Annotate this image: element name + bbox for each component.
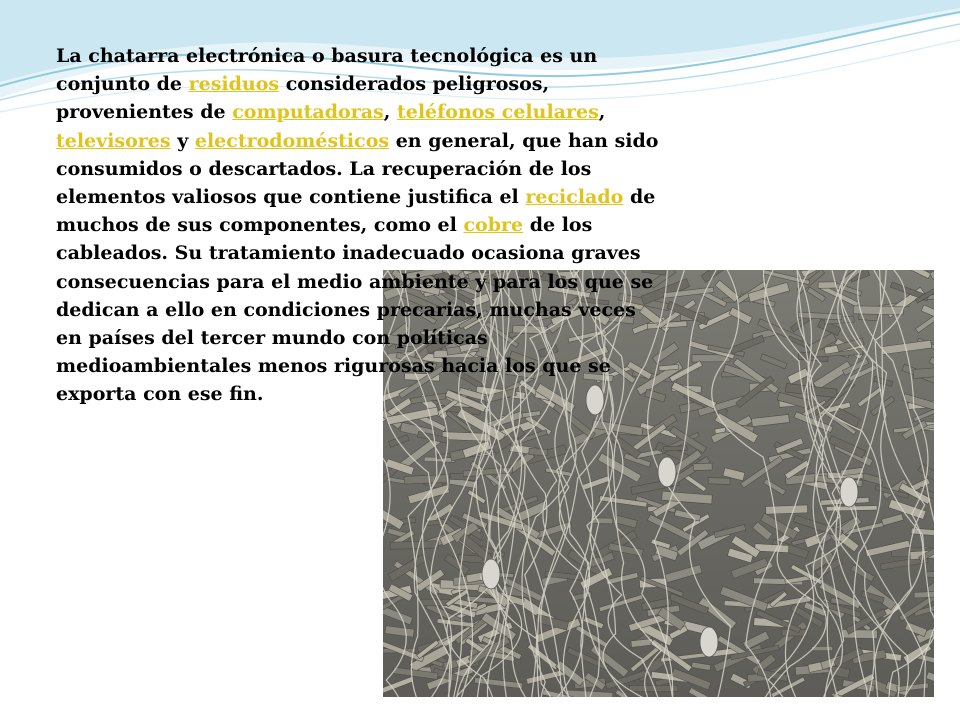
text-line <box>56 130 658 152</box>
mouse-device <box>482 559 500 589</box>
text-run: provenientes de <box>56 101 233 124</box>
text-run: consumidos o descartados. La recuperación de los <box>56 157 592 180</box>
keyboard-piece <box>390 541 438 550</box>
hyperlink-reciclado[interactable]: reciclado <box>525 186 624 209</box>
text-run: conjunto de <box>56 73 189 96</box>
text-line <box>56 73 549 95</box>
text-run: en general, que han sido <box>389 129 659 152</box>
hyperlink-televisores[interactable]: televisores <box>56 129 171 152</box>
text-run: medioambientales menos rigurosas hacia los que se <box>56 355 611 378</box>
hyperlink-tel-fonos-celulares[interactable]: teléfonos celulares <box>396 101 599 124</box>
text-line <box>56 101 605 123</box>
hyperlink-residuos[interactable]: residuos <box>188 73 280 96</box>
text-line <box>56 327 488 349</box>
text-line <box>56 186 655 208</box>
text-line <box>56 242 641 264</box>
keyboard-piece <box>708 478 730 485</box>
keyboard-piece <box>693 463 712 470</box>
hyperlink-cobre[interactable]: cobre <box>463 214 524 237</box>
text-run: dedican a ello en condiciones precarias, muchas veces <box>56 298 636 321</box>
text-line <box>56 299 636 321</box>
keyboard-piece <box>404 475 449 485</box>
body-paragraph <box>56 42 696 409</box>
text-run: en países del tercer mundo con políticas <box>56 327 488 350</box>
keyboard-piece <box>818 282 836 288</box>
hyperlink-computadoras[interactable]: computadoras <box>232 101 384 124</box>
hyperlink-electrodom-sticos[interactable]: electrodomésticos <box>194 129 390 152</box>
text-run: elementos valiosos que contiene justifica el <box>56 186 526 209</box>
text-line <box>56 45 597 67</box>
text-run: de los <box>523 214 593 237</box>
text-run: consecuencias para el medio ambiente y para los que se <box>56 270 654 293</box>
keyboard-piece <box>766 505 808 514</box>
text-run: La chatarra electrónica o basura tecnológica es un <box>56 45 598 67</box>
text-line <box>56 355 611 377</box>
text-run: , <box>383 101 397 124</box>
text-run: exporta con ese fin. <box>56 383 264 406</box>
text-run: considerados peligrosos, <box>279 73 550 96</box>
text-run: y <box>170 129 195 152</box>
text-run: , <box>598 101 606 124</box>
text-run: muchos de sus componentes, como el <box>56 214 464 237</box>
text-line <box>56 158 591 180</box>
mouse-device <box>658 457 676 487</box>
keyboard-piece <box>529 448 548 455</box>
text-line <box>56 271 653 293</box>
text-run: de <box>623 186 656 209</box>
mouse-device <box>700 627 718 657</box>
text-run: cableados. Su tratamiento inadecuado ocasiona graves <box>56 242 641 265</box>
text-line <box>56 214 592 236</box>
text-line <box>56 383 264 405</box>
mouse-device <box>840 477 858 507</box>
